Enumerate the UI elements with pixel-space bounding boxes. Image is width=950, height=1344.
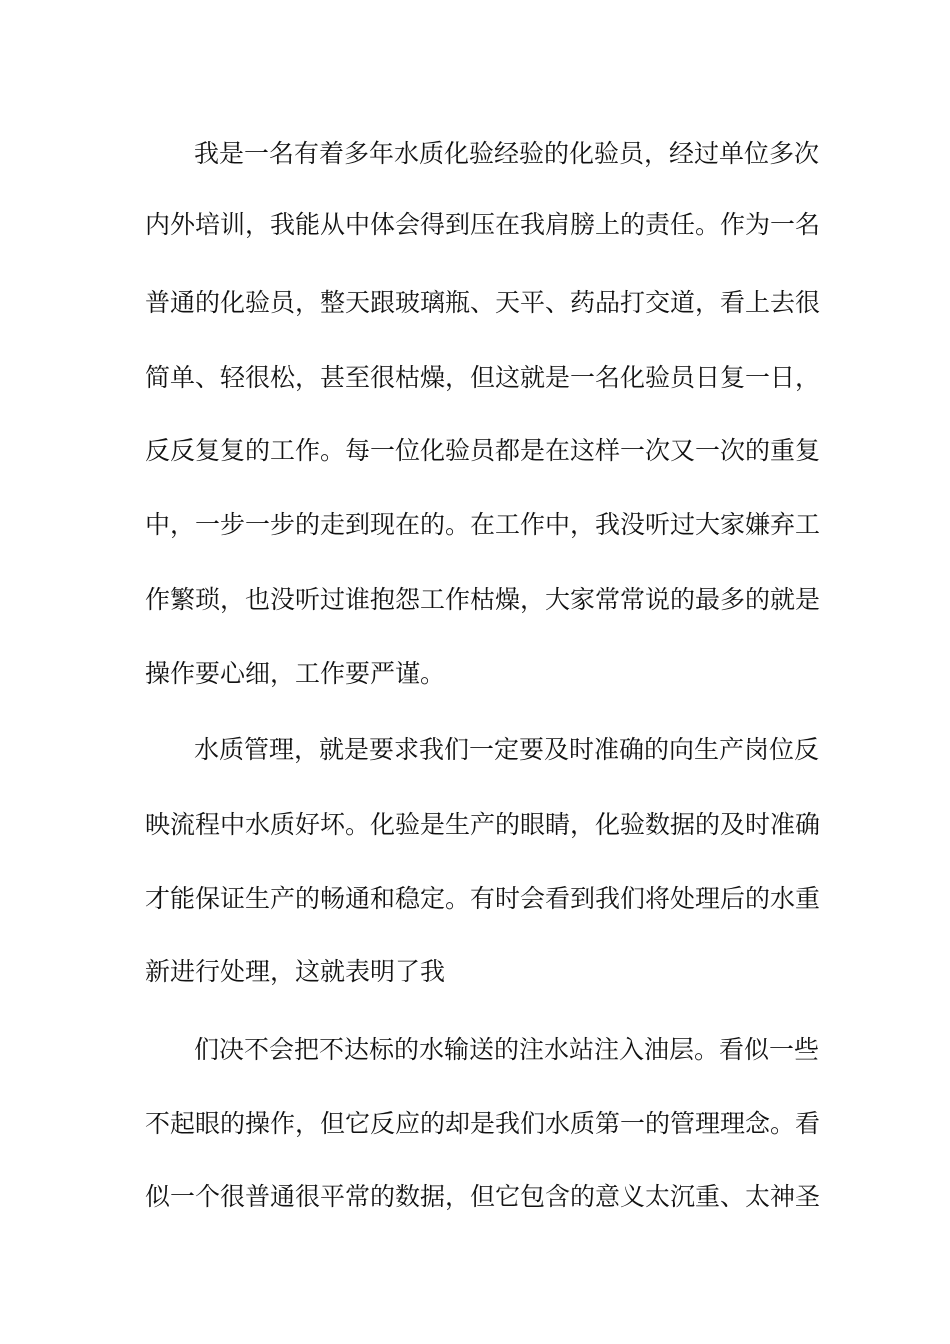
paragraph-line: 中，一步一步的走到现在的。在工作中，我没听过大家嫌弃工 [145, 510, 821, 539]
paragraph-line: 新进行处理，这就表明了我 [145, 957, 446, 986]
paragraph-line: 反反复复的工作。每一位化验员都是在这样一次又一次的重复 [145, 436, 821, 465]
paragraph-line: 作繁琐，也没听过谁抱怨工作枯燥，大家常常说的最多的就是 [145, 585, 821, 614]
paragraph-line: 不起眼的操作，但它反应的却是我们水质第一的管理理念。看 [145, 1109, 821, 1138]
paragraph-line: 普通的化验员，整天跟玻璃瓶、天平、药品打交道，看上去很 [145, 288, 821, 317]
paragraph-line: 似一个很普通很平常的数据，但它包含的意义太沉重、太神圣 [145, 1182, 821, 1211]
paragraph-line: 水质管理，就是要求我们一定要及时准确的向生产岗位反 [194, 735, 820, 764]
paragraph-line: 才能保证生产的畅通和稳定。有时会看到我们将处理后的水重 [145, 884, 821, 913]
paragraph-line: 操作要心细，工作要严谨。 [145, 659, 446, 688]
paragraph-line: 映流程中水质好坏。化验是生产的眼睛，化验数据的及时准确 [145, 810, 821, 839]
paragraph-line: 简单、轻很松，甚至很枯燥，但这就是一名化验员日复一日， [145, 363, 821, 392]
paragraph-line: 内外培训，我能从中体会得到压在我肩膀上的责任。作为一名 [145, 210, 821, 239]
paragraph-line: 们决不会把不达标的水输送的注水站注入油层。看似一些 [194, 1035, 820, 1064]
paragraph-line: 我是一名有着多年水质化验经验的化验员，经过单位多次 [194, 139, 820, 168]
